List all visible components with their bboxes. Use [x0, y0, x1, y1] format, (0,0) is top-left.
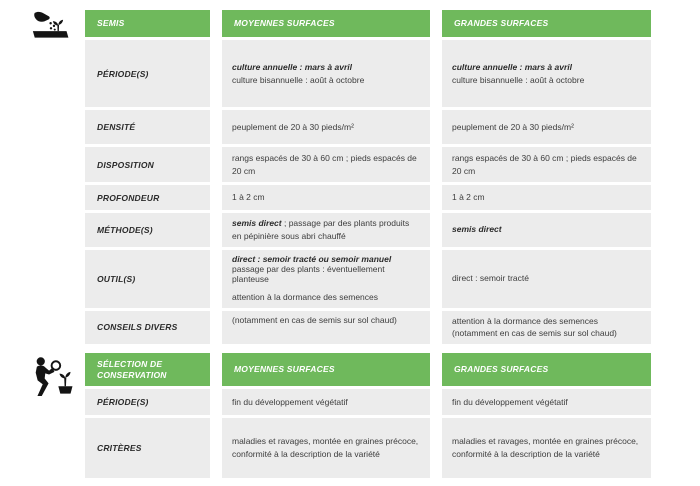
- periode-row: [85, 40, 652, 107]
- methode-rest: ; passage par des plants produits en pépinière sous abri chauffé: [232, 218, 410, 241]
- hand-sowing-seeds-icon: [31, 11, 74, 40]
- crop-technical-sheet: [85, 10, 652, 481]
- profondeur-label: PROFONDEUR: [85, 185, 210, 210]
- periode-label: PÉRIODE(S): [85, 40, 210, 107]
- methode-label: MÉTHODE(S): [85, 213, 210, 247]
- person-inspecting-plant-icon: [28, 356, 75, 397]
- periode-biennial: culture bisannuelle : août à octobre: [232, 74, 365, 85]
- periode-annual: culture annuelle : mars à avril: [452, 61, 572, 72]
- methode-direct-bold: semis direct: [452, 224, 502, 235]
- outil-label: OUTIL(S): [85, 250, 210, 308]
- profondeur-moyennes-cell: 1 à 2 cm: [222, 185, 430, 210]
- periode-grandes-cell: [442, 40, 651, 107]
- conseils-row: [85, 311, 652, 345]
- methode-direct-bold: semis direct: [232, 218, 282, 228]
- disposition-label: DISPOSITION: [85, 147, 210, 182]
- semis-title: SEMIS: [85, 10, 210, 37]
- outil-bold-line: direct : semoir tracté ou semoir manuel: [232, 253, 392, 264]
- selection-periode-row: [85, 389, 652, 415]
- criteres-moyennes-cell: maladies et ravages, montée en graines précoce, conformité à la description de la variété: [222, 418, 430, 478]
- conseils-grandes-cell: attention à la dormance des semences (notamment en cas de semis sur sol chaud): [442, 311, 651, 345]
- methode-grandes-cell: [442, 213, 651, 247]
- outil-row: [85, 250, 652, 308]
- conseils-moyennes-cell: (notamment en cas de semis sur sol chaud): [222, 311, 430, 345]
- densite-row: [85, 110, 652, 144]
- disposition-moyennes-cell: rangs espacés de 30 à 60 cm ; pieds espacés de 20 cm: [222, 147, 430, 182]
- criteres-grandes-cell: maladies et ravages, montée en graines précoce, conformité à la description de la variété: [442, 418, 651, 478]
- profondeur-grandes-cell: 1 à 2 cm: [442, 185, 651, 210]
- selection-header-row: [85, 353, 652, 386]
- outil-note: attention à la dormance des semences: [232, 291, 379, 302]
- selection-periode-moyennes-cell: fin du développement végétatif: [222, 389, 430, 415]
- selection-col-moyennes-header: MOYENNES SURFACES: [222, 353, 430, 386]
- methode-row: [85, 213, 652, 247]
- outil-line2: passage par des plants : éventuellement planteuse: [232, 263, 385, 284]
- densite-moyennes-cell: peuplement de 20 à 30 pieds/m²: [222, 110, 430, 144]
- outil-moyennes-cell: [222, 250, 430, 308]
- selection-col-grandes-header: GRANDES SURFACES: [442, 353, 651, 386]
- criteres-row: [85, 418, 652, 478]
- conseils-label: CONSEILS DIVERS: [85, 311, 210, 345]
- densite-grandes-cell: peuplement de 20 à 30 pieds/m²: [442, 110, 651, 144]
- selection-periode-label: PÉRIODE(S): [85, 389, 210, 415]
- periode-biennial: culture bisannuelle : août à octobre: [452, 74, 585, 85]
- selection-conservation-table: [85, 353, 652, 478]
- disposition-row: [85, 147, 652, 182]
- semis-col-grandes-header: GRANDES SURFACES: [442, 10, 651, 37]
- profondeur-row: [85, 185, 652, 210]
- periode-moyennes-cell: [222, 40, 430, 107]
- semis-header-row: [85, 10, 652, 37]
- periode-annual: culture annuelle : mars à avril: [232, 61, 352, 72]
- selection-title: SÉLECTION DE CONSERVATION: [85, 353, 210, 386]
- selection-periode-grandes-cell: fin du développement végétatif: [442, 389, 651, 415]
- criteres-label: CRITÈRES: [85, 418, 210, 478]
- densite-label: DENSITÉ: [85, 110, 210, 144]
- semis-table: [85, 10, 652, 344]
- semis-col-moyennes-header: MOYENNES SURFACES: [222, 10, 430, 37]
- methode-moyennes-cell: [222, 213, 430, 247]
- outil-grandes-cell: direct : semoir tracté: [442, 250, 651, 308]
- disposition-grandes-cell: rangs espacés de 30 à 60 cm ; pieds espacés de 20 cm: [442, 147, 651, 182]
